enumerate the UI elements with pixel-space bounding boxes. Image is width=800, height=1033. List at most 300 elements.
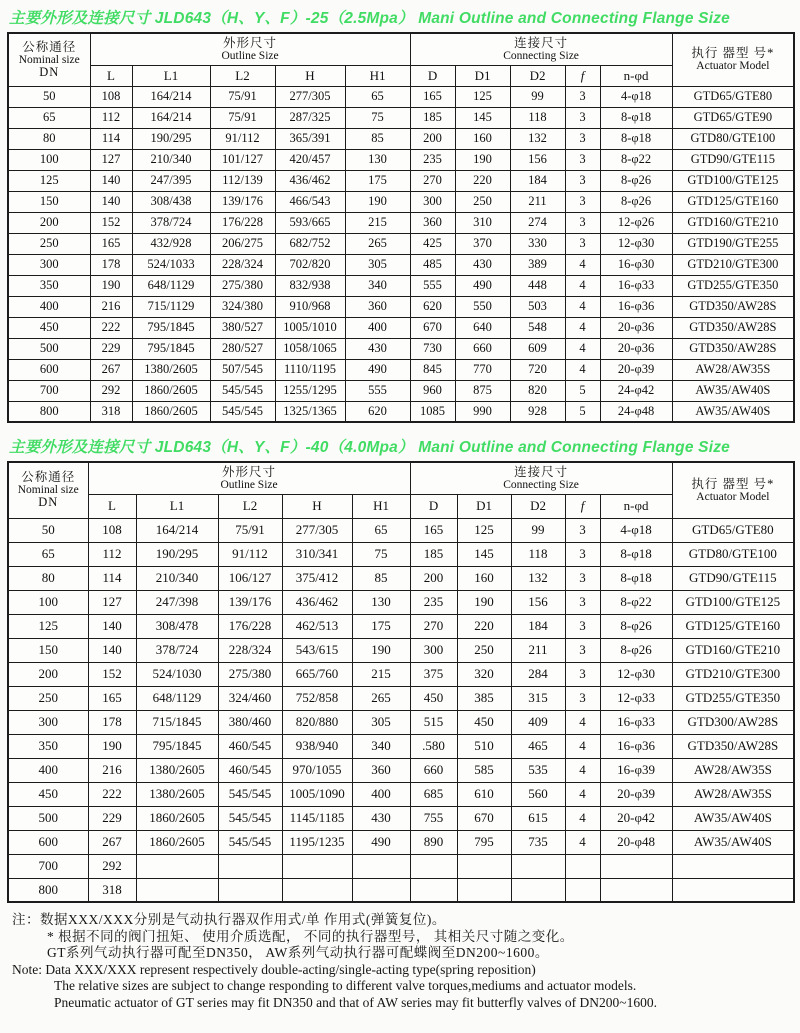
cell: 65	[345, 86, 410, 107]
cell: 8-φ18	[600, 566, 672, 590]
cell: 3	[565, 518, 600, 542]
cell: 735	[511, 830, 565, 854]
cell: 1860/2605	[136, 830, 218, 854]
cell: 3	[565, 233, 600, 254]
cell: 277/305	[282, 518, 352, 542]
cell: 375	[410, 662, 457, 686]
cell: 16-φ36	[600, 734, 672, 758]
cell: 845	[410, 359, 455, 380]
table-row	[8, 878, 794, 902]
cell: 12-φ33	[600, 686, 672, 710]
cell: 16-φ33	[600, 710, 672, 734]
cell: 500	[8, 338, 90, 359]
cell: AW28/AW35S	[672, 758, 794, 782]
cell: 3	[565, 149, 600, 170]
table-row	[8, 542, 794, 566]
cell: 250	[457, 638, 511, 662]
cell: 265	[352, 686, 410, 710]
table-row	[8, 149, 794, 170]
cell: 3	[565, 128, 600, 149]
cell: 875	[455, 380, 510, 401]
cell: 460/545	[218, 758, 282, 782]
cell: 3	[565, 614, 600, 638]
cell	[511, 878, 565, 902]
col-L2: L2	[210, 65, 275, 86]
cell: 178	[88, 710, 136, 734]
header-connecting-cn: 连接尺寸	[514, 464, 569, 479]
cell: 795/1845	[136, 734, 218, 758]
cell: 832/938	[275, 275, 345, 296]
cell: 1325/1365	[275, 401, 345, 422]
header-nominal-dn: DN	[39, 64, 60, 79]
cell: 112/139	[210, 170, 275, 191]
cell: 400	[352, 782, 410, 806]
table-row	[8, 359, 794, 380]
cell: 436/462	[275, 170, 345, 191]
cell: 648/1129	[136, 686, 218, 710]
cell: 200	[8, 212, 90, 233]
cell: 4	[565, 782, 600, 806]
cell: 156	[511, 590, 565, 614]
cell	[600, 878, 672, 902]
cell: 101/127	[210, 149, 275, 170]
cell: GTD125/GTE160	[672, 614, 794, 638]
cell: 3	[565, 212, 600, 233]
cell: 235	[410, 590, 457, 614]
table-row	[8, 338, 794, 359]
header-nominal-dn: DN	[38, 495, 59, 510]
cell: 20-φ42	[600, 806, 672, 830]
cell: 160	[457, 566, 511, 590]
cell: 210/340	[132, 149, 210, 170]
cell: 800	[8, 878, 88, 902]
cell: 685	[410, 782, 457, 806]
cell: 324/380	[210, 296, 275, 317]
cell: 640	[455, 317, 510, 338]
cell: 660	[455, 338, 510, 359]
table-row	[8, 854, 794, 878]
cell: 4	[565, 338, 600, 359]
cell: 524/1033	[132, 254, 210, 275]
cell: 127	[90, 149, 132, 170]
table-row	[8, 275, 794, 296]
cell: 292	[88, 854, 136, 878]
cell: 145	[455, 107, 510, 128]
cell: 287/325	[275, 107, 345, 128]
cell: 510	[457, 734, 511, 758]
header-nominal-cn: 公称通径	[21, 470, 76, 485]
cell: 20-φ36	[600, 317, 672, 338]
cell: 3	[565, 542, 600, 566]
cell: .580	[410, 734, 457, 758]
cell: 8-φ26	[600, 638, 672, 662]
cell: 4	[565, 317, 600, 338]
cell: 1380/2605	[136, 782, 218, 806]
cell: 648/1129	[132, 275, 210, 296]
cell: 360	[410, 212, 455, 233]
cell: 350	[8, 275, 90, 296]
cell: GTD190/GTE255	[672, 233, 794, 254]
cell: 65	[8, 542, 88, 566]
cell: 277/305	[275, 86, 345, 107]
cell: 100	[8, 590, 88, 614]
cell: 545/545	[218, 782, 282, 806]
cell: 8-φ26	[600, 614, 672, 638]
cell: 91/112	[218, 542, 282, 566]
cell: GTD100/GTE125	[672, 590, 794, 614]
table-row	[8, 233, 794, 254]
cell: 436/462	[282, 590, 352, 614]
cell: 211	[511, 638, 565, 662]
cell: 324/460	[218, 686, 282, 710]
table-row	[8, 590, 794, 614]
cell: 1110/1195	[275, 359, 345, 380]
cell: GTD65/GTE90	[672, 107, 794, 128]
cell: 165	[410, 86, 455, 107]
cell: 65	[8, 107, 90, 128]
cell: 190	[90, 275, 132, 296]
table-row	[8, 401, 794, 422]
cell: 222	[90, 317, 132, 338]
cell	[352, 878, 410, 902]
cell: 250	[8, 233, 90, 254]
cell: 600	[8, 830, 88, 854]
cell: GTD350/AW28S	[672, 317, 794, 338]
cell: 200	[8, 662, 88, 686]
cell: 432/928	[132, 233, 210, 254]
cell: AW35/AW40S	[672, 401, 794, 422]
cell: 4	[565, 830, 600, 854]
col-D: D	[410, 494, 457, 518]
cell: 3	[565, 191, 600, 212]
cell: 1860/2605	[132, 380, 210, 401]
cell: 300	[8, 254, 90, 275]
cell: 185	[410, 107, 455, 128]
cell: 305	[345, 254, 410, 275]
cell: 550	[455, 296, 510, 317]
cell: 211	[510, 191, 565, 212]
cell: 308/438	[132, 191, 210, 212]
cell: 65	[352, 518, 410, 542]
cell: 5	[565, 380, 600, 401]
table2-title: 主要外形及连接尺寸 JLD643（H、Y、F）-40（4.0Mpa） Mani Outline and Connecting Flange Size	[9, 439, 730, 456]
cell: 910/968	[275, 296, 345, 317]
cell: 190/295	[136, 542, 218, 566]
table-row	[8, 128, 794, 149]
cell: 75/91	[210, 86, 275, 107]
cell: 770	[455, 359, 510, 380]
cell: 145	[457, 542, 511, 566]
cell: 165	[410, 518, 457, 542]
cell: 990	[455, 401, 510, 422]
cell: 340	[345, 275, 410, 296]
cell: 91/112	[210, 128, 275, 149]
col-H: H	[282, 494, 352, 518]
cell: 1005/1090	[282, 782, 352, 806]
cell: 490	[352, 830, 410, 854]
cell: 99	[511, 518, 565, 542]
header-actuator-model	[672, 33, 794, 86]
cell: 500	[8, 806, 88, 830]
cell: 80	[8, 128, 90, 149]
cell: 555	[345, 380, 410, 401]
header-actuator-en: Actuator Model	[696, 490, 770, 503]
cell: 75	[345, 107, 410, 128]
cell: 20-φ39	[600, 782, 672, 806]
col-D1: D1	[455, 65, 510, 86]
cell: 4	[565, 758, 600, 782]
cell: 106/127	[218, 566, 282, 590]
cell: 156	[510, 149, 565, 170]
cell	[218, 854, 282, 878]
cell: 448	[510, 275, 565, 296]
col-D2: D2	[511, 494, 565, 518]
col-L: L	[90, 65, 132, 86]
cell: 800	[8, 401, 90, 422]
cell: 310	[455, 212, 510, 233]
cell: 50	[8, 518, 88, 542]
cell: 400	[8, 296, 90, 317]
cell: 702/820	[275, 254, 345, 275]
cell: 220	[455, 170, 510, 191]
cell: 114	[90, 128, 132, 149]
cell: 425	[410, 233, 455, 254]
cell: 164/214	[132, 86, 210, 107]
cell: GTD80/GTE100	[672, 542, 794, 566]
cell: 1005/1010	[275, 317, 345, 338]
table2-body	[8, 518, 794, 902]
header-connecting-en: Connecting Size	[503, 49, 579, 62]
cell: 620	[410, 296, 455, 317]
cell: 400	[345, 317, 410, 338]
cell: 890	[410, 830, 457, 854]
cell: 8-φ22	[600, 590, 672, 614]
cell	[457, 854, 511, 878]
cell: 215	[352, 662, 410, 686]
cell: 8-φ18	[600, 107, 672, 128]
cell: 130	[352, 590, 410, 614]
cell: 1255/1295	[275, 380, 345, 401]
cell: 114	[88, 566, 136, 590]
cell: 20-φ36	[600, 338, 672, 359]
cell: 8-φ22	[600, 149, 672, 170]
cell: 140	[90, 191, 132, 212]
cell: 320	[457, 662, 511, 686]
cell	[600, 854, 672, 878]
cell: 75/91	[210, 107, 275, 128]
col-L1: L1	[136, 494, 218, 518]
cell: 1380/2605	[136, 758, 218, 782]
cell: 125	[455, 86, 510, 107]
cell: 228/324	[218, 638, 282, 662]
note-cn-3: GT系列气动执行器可配至DN350， AW系列气动执行器可配蝶阀至DN200~1600。	[47, 945, 549, 960]
cell: 507/545	[210, 359, 275, 380]
cell: 820/880	[282, 710, 352, 734]
cell	[672, 854, 794, 878]
cell: GTD125/GTE160	[672, 191, 794, 212]
cell: 795/1845	[132, 317, 210, 338]
cell: GTD65/GTE80	[672, 86, 794, 107]
cell: 970/1055	[282, 758, 352, 782]
table-row	[8, 614, 794, 638]
cell: 420/457	[275, 149, 345, 170]
cell: 190	[345, 191, 410, 212]
cell: 4-φ18	[600, 518, 672, 542]
cell: GTD255/GTE350	[672, 275, 794, 296]
cell: GTD350/AW28S	[672, 296, 794, 317]
cell: 175	[352, 614, 410, 638]
cell: GTD350/AW28S	[672, 338, 794, 359]
col-f: f	[565, 65, 600, 86]
cell: 8-φ18	[600, 542, 672, 566]
cell: 12-φ30	[600, 662, 672, 686]
cell: AW28/AW35S	[672, 782, 794, 806]
cell	[410, 878, 457, 902]
cell: 524/1030	[136, 662, 218, 686]
cell: 152	[88, 662, 136, 686]
header-outline-en: Outline Size	[221, 49, 279, 62]
cell: 4	[565, 710, 600, 734]
cell: 215	[345, 212, 410, 233]
cell: 190	[455, 149, 510, 170]
cell: 132	[511, 566, 565, 590]
cell: 4-φ18	[600, 86, 672, 107]
cell: 300	[410, 191, 455, 212]
table-row	[8, 686, 794, 710]
cell: 360	[352, 758, 410, 782]
cell: 585	[457, 758, 511, 782]
cell: 247/398	[136, 590, 218, 614]
cell: 660	[410, 758, 457, 782]
dimension-table-25mpa	[7, 32, 795, 423]
cell: 795	[457, 830, 511, 854]
cell: 12-φ30	[600, 233, 672, 254]
cell: 340	[352, 734, 410, 758]
cell: 1380/2605	[132, 359, 210, 380]
cell: 4	[565, 806, 600, 830]
cell: 4	[565, 359, 600, 380]
cell	[352, 854, 410, 878]
cell: 108	[90, 86, 132, 107]
cell: 16-φ36	[600, 296, 672, 317]
cell: 380/460	[218, 710, 282, 734]
cell: 3	[565, 686, 600, 710]
table-row	[8, 212, 794, 233]
cell: 190	[88, 734, 136, 758]
cell: 378/724	[132, 212, 210, 233]
cell: AW35/AW40S	[672, 380, 794, 401]
cell: 545/545	[218, 806, 282, 830]
cell: 1145/1185	[282, 806, 352, 830]
cell: 178	[90, 254, 132, 275]
cell: 85	[352, 566, 410, 590]
cell: 560	[511, 782, 565, 806]
cell: 267	[90, 359, 132, 380]
cell: 315	[511, 686, 565, 710]
cell: 229	[90, 338, 132, 359]
cell: 665/760	[282, 662, 352, 686]
cell: 190	[352, 638, 410, 662]
table-row	[8, 317, 794, 338]
cell: 400	[8, 758, 88, 782]
cell: 228/324	[210, 254, 275, 275]
cell: 1860/2605	[132, 401, 210, 422]
cell: 960	[410, 380, 455, 401]
col-L: L	[88, 494, 136, 518]
header-outline-size	[88, 462, 410, 494]
cell: 545/545	[210, 380, 275, 401]
cell: 284	[511, 662, 565, 686]
table-row	[8, 758, 794, 782]
cell: 545/545	[218, 830, 282, 854]
cell: GTD210/GTE300	[672, 662, 794, 686]
cell: 450	[410, 686, 457, 710]
header-connecting-size	[410, 33, 672, 65]
cell: 5	[565, 401, 600, 422]
table-row	[8, 806, 794, 830]
cell: 275/380	[218, 662, 282, 686]
cell: GTD90/GTE115	[672, 149, 794, 170]
cell: 515	[410, 710, 457, 734]
cell: 330	[510, 233, 565, 254]
cell: 450	[8, 782, 88, 806]
cell: 139/176	[210, 191, 275, 212]
cell: 125	[8, 614, 88, 638]
cell: 267	[88, 830, 136, 854]
cell	[672, 878, 794, 902]
cell: 752/858	[282, 686, 352, 710]
cell: 370	[455, 233, 510, 254]
cell: 125	[457, 518, 511, 542]
cell: 720	[510, 359, 565, 380]
cell: 140	[90, 170, 132, 191]
cell: 16-φ33	[600, 275, 672, 296]
cell: 610	[457, 782, 511, 806]
cell: 108	[88, 518, 136, 542]
cell: 1860/2605	[136, 806, 218, 830]
cell: 310/341	[282, 542, 352, 566]
col-H: H	[275, 65, 345, 86]
cell: 80	[8, 566, 88, 590]
table-row	[8, 191, 794, 212]
cell: 16-φ39	[600, 758, 672, 782]
cell: 3	[565, 638, 600, 662]
cell: 190/295	[132, 128, 210, 149]
cell: 164/214	[136, 518, 218, 542]
col-n-phi-d: n-φd	[600, 65, 672, 86]
cell: 490	[345, 359, 410, 380]
cell: 430	[455, 254, 510, 275]
table-row	[8, 296, 794, 317]
cell: 176/228	[210, 212, 275, 233]
cell: 3	[565, 662, 600, 686]
table-row	[8, 710, 794, 734]
cell: 16-φ30	[600, 254, 672, 275]
cell: 350	[8, 734, 88, 758]
table-row	[8, 662, 794, 686]
cell: 8-φ26	[600, 170, 672, 191]
table-row	[8, 566, 794, 590]
cell: 250	[8, 686, 88, 710]
cell: 190	[457, 590, 511, 614]
cell: 24-φ42	[600, 380, 672, 401]
cell: AW35/AW40S	[672, 806, 794, 830]
cell: 300	[410, 638, 457, 662]
cell: 12-φ26	[600, 212, 672, 233]
header-nominal-en: Nominal size	[18, 53, 80, 66]
col-L2: L2	[218, 494, 282, 518]
cell: GTD160/GTE210	[672, 638, 794, 662]
